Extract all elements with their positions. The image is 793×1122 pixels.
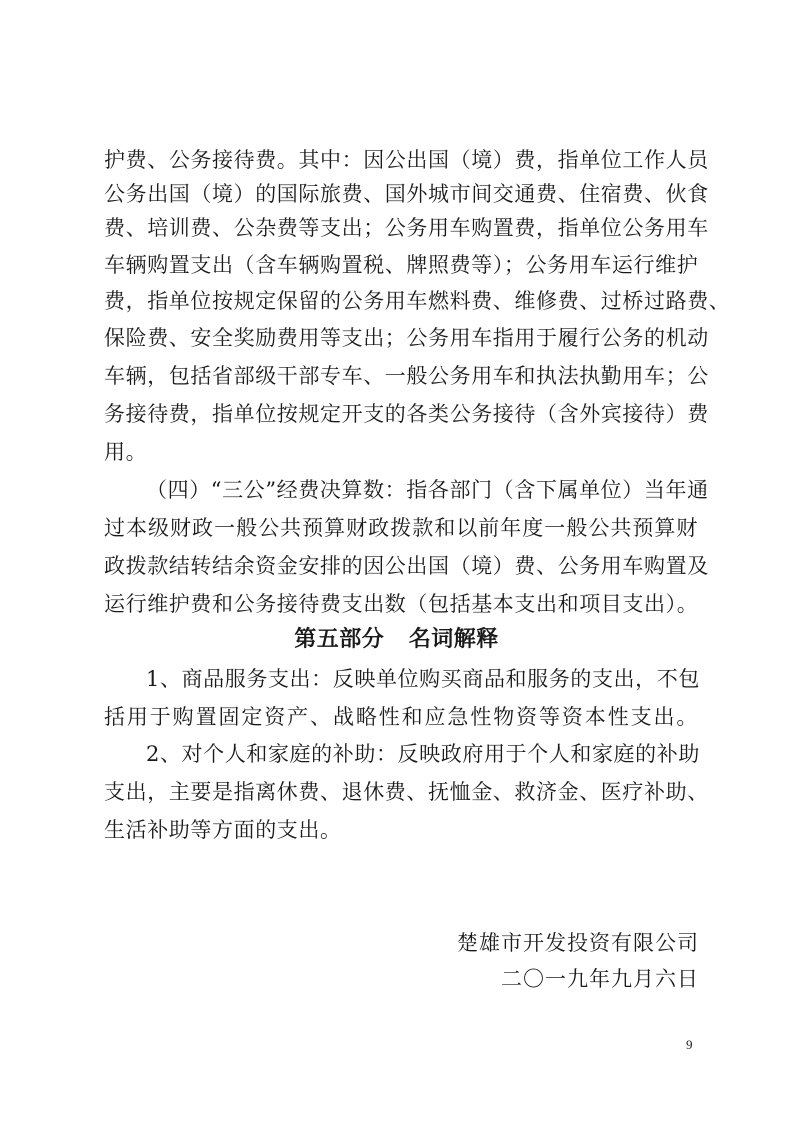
- text-line: 车辆购置支出（含车辆购置税、牌照费等）；公务用车运行维护: [104, 253, 699, 277]
- text-line: 括用于购置固定资产、战略性和应急性物资等资本性支出。: [104, 705, 698, 729]
- text-line: 护费、公务接待费。其中：因公出国（境）费，指单位工作人员: [104, 148, 709, 172]
- text-line: 过本级财政一般公共预算财政拨款和以前年度一般公共预算财: [104, 516, 698, 540]
- text-line: 1、商品服务支出：反映单位购买商品和服务的支出，不包: [146, 667, 700, 691]
- text-line: 2、对个人和家庭的补助：反映政府用于个人和家庭的补助: [146, 742, 700, 766]
- section-heading: 第五部分 名词解释: [294, 626, 499, 652]
- page-number: 9: [686, 1037, 693, 1052]
- text-line: 公务出国（境）的国际旅费、国外城市间交通费、住宿费、伙食: [104, 182, 709, 206]
- text-line: （四）“三公”经费决算数：指各部门（含下属单位）当年通: [146, 478, 709, 502]
- text-line: 用。: [104, 440, 148, 464]
- text-line: 费、培训费、公杂费等支出；公务用车购置费，指单位公务用车: [104, 216, 709, 240]
- signature-date: 二〇一九年九月六日: [501, 967, 699, 991]
- text-line: 车辆，包括省部级干部专车、一般公务用车和执法执勤用车；公: [104, 364, 709, 388]
- text-line: 费，指单位按规定保留的公务用车燃料费、维修费、过桥过路费、: [104, 289, 731, 313]
- text-line: 支出，主要是指离休费、退休费、抚恤金、救济金、医疗补助、: [104, 780, 709, 804]
- signature-organization: 楚雄市开发投资有限公司: [457, 931, 699, 955]
- text-line: 运行维护费和公务接待费支出数（包括基本支出和项目支出）。: [104, 592, 699, 616]
- text-line: 生活补助等方面的支出。: [104, 818, 342, 842]
- text-line: 务接待费，指单位按规定开支的各类公务接待（含外宾接待）费: [104, 402, 709, 426]
- text-line: 政拨款结转结余资金安排的因公出国（境）费、公务用车购置及: [104, 554, 709, 578]
- text-line: 保险费、安全奖励费用等支出；公务用车指用于履行公务的机动: [104, 326, 709, 350]
